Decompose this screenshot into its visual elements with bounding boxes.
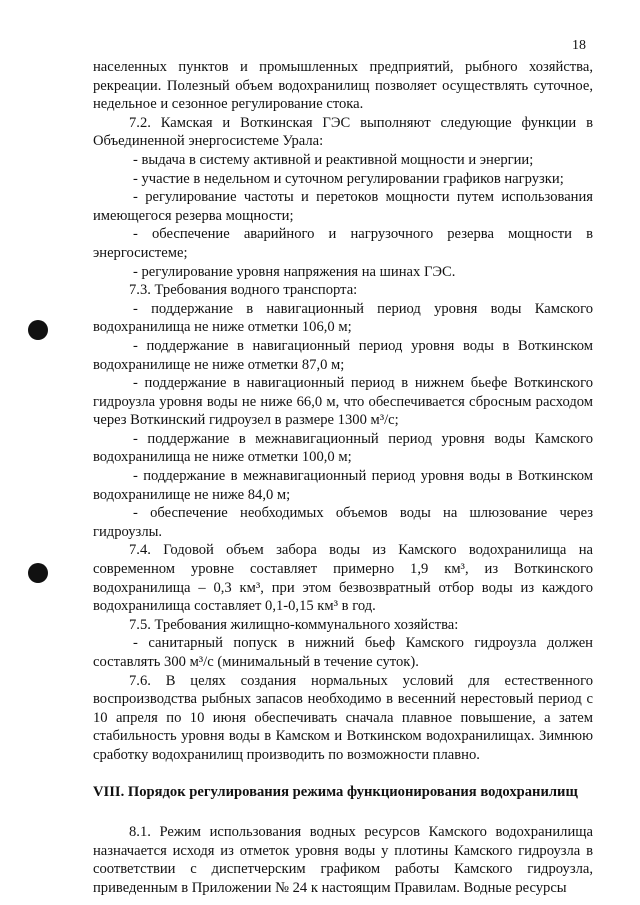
paragraph: - обеспечение необходимых объемов воды на шлюзование через гидроузлы. — [93, 505, 593, 540]
paragraph: - обеспечение аварийного и нагрузочного резерва мощности в энергосистеме; — [93, 226, 593, 261]
paragraph: - регулирование частоты и перетоков мощности путем использования имеющегося резерва мощности; — [93, 189, 593, 224]
page-number: 18 — [572, 38, 586, 53]
paragraph: - санитарный попуск в нижний бьеф Камского гидроузла должен составлять 300 м³/с (минимальный в течение суток). — [93, 635, 593, 670]
document-body — [93, 58, 593, 898]
paragraph: - поддержание в навигационный период в нижнем бьефе Воткинского гидроузла уровня воды не ниже 66,0 м, что обеспечивается сбросным расходом через Воткинский гидроузел в размере 1300 м³/с; — [93, 375, 593, 429]
paragraph: 7.6. В целях создания нормальных условий для естественного воспроизводства рыбных запасов необходимо в весенний нерестовый период с 10 апреля по 10 июня обеспечивать сначала плавное повышение, а затем стабильность уровня воды в Камском и Воткинском водохранилищах. Зимнюю сработку водохранилищ производить по возможности плавно. — [93, 672, 593, 763]
paragraph: - поддержание в навигационный период уровня воды в Воткинском водохранилище не ниже отметки 87,0 м; — [93, 337, 593, 373]
paragraph: - поддержание в навигационный период уровня воды Камского водохранилища не ниже отметки 106,0 м; — [93, 300, 593, 336]
paragraph: 7.3. Требования водного транспорта: — [129, 282, 358, 299]
paragraph: - участие в недельном и суточном регулировании графиков нагрузки; — [133, 170, 564, 187]
paragraphs-before — [93, 58, 593, 765]
paragraph: 8.1. Режим использования водных ресурсов Камского водохранилища назначается исходя из отметок уровня воды у плотины Камского гидроузла в соответствии с диспетчерским графиком работы Камского гидроузла, приведенным в Приложении № 24 к настоящим Правилам. Водные ресурсы — [93, 824, 593, 896]
binder-hole-bottom — [28, 563, 48, 583]
section-heading: VIII. Порядок регулирования режима функционирования водохранилищ — [93, 783, 578, 800]
paragraph: 7.5. Требования жилищно-коммунального хозяйства: — [129, 616, 459, 633]
paragraph: - регулирование уровня напряжения на шинах ГЭС. — [133, 263, 456, 280]
paragraph: населенных пунктов и промышленных предприятий, рыбного хозяйства, рекреации. Полезный объем водохранилищ позволяет осуществлять суточное, недельное и сезонное регулирование стока. — [93, 59, 593, 113]
paragraph: - выдача в систему активной и реактивной мощности и энергии; — [133, 151, 534, 168]
paragraph: 7.4. Годовой объем забора воды из Камского водохранилища на современном уровне составляет примерно 1,9 км³, из Воткинского водохранилища – 0,3 км³, при этом безвозвратный отбор воды из каждого водохранилища составляет 0,1-0,15 км³ в год. — [93, 542, 593, 615]
paragraphs-after — [93, 823, 593, 897]
paragraph: - поддержание в межнавигационный период уровня воды Камского водохранилища не ниже отметки 100,0 м; — [93, 430, 593, 466]
paragraph: 7.2. Камская и Воткинская ГЭС выполняют следующие функции в Объединенной энергосистеме Урала: — [93, 114, 593, 150]
binder-hole-top — [28, 320, 48, 340]
paragraph: - поддержание в межнавигационный период уровня воды в Воткинском водохранилище не ниже 84,0 м; — [93, 468, 593, 503]
